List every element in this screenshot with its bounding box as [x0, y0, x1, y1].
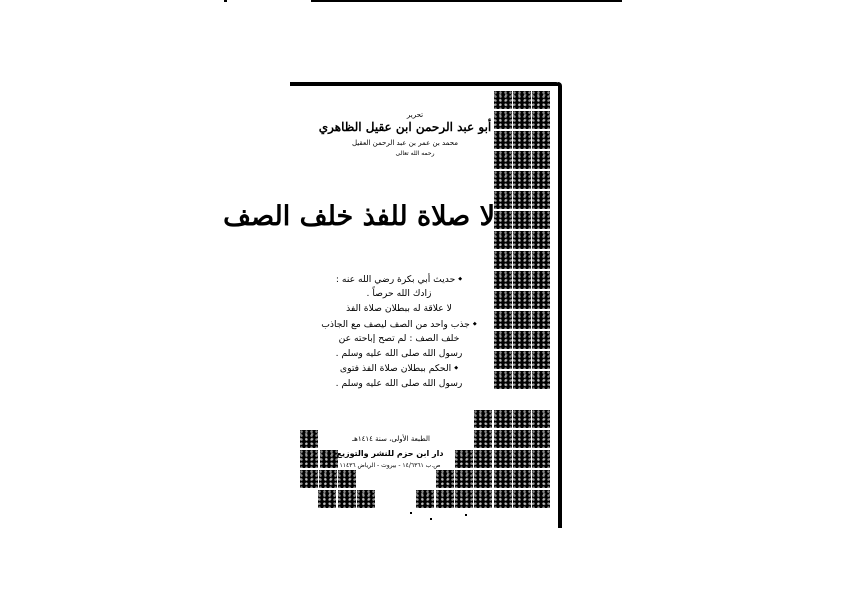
cover-border-right [558, 82, 562, 528]
mosaic-tile [532, 490, 550, 508]
author-label: تحرير [406, 111, 424, 119]
cover-border-top [290, 82, 560, 86]
author-full-name: محمد بن عمر بن عبد الرحمن العقيل [352, 139, 458, 147]
mosaic-tile [357, 490, 375, 508]
mosaic-tile [513, 311, 531, 329]
book-title: لا صلاة للفذ خلف الصف [223, 201, 495, 232]
mosaic-tile [494, 371, 512, 389]
mosaic-tile [494, 430, 512, 448]
mosaic-tile [494, 351, 512, 369]
mosaic-tile [494, 231, 512, 249]
mosaic-tile [532, 410, 550, 428]
mosaic-tile [300, 430, 318, 448]
mosaic-tile [474, 470, 492, 488]
mosaic-tile [532, 331, 550, 349]
mosaic-tile [532, 191, 550, 209]
mosaic-tile [513, 151, 531, 169]
mosaic-tile [455, 490, 473, 508]
mosaic-tile [532, 151, 550, 169]
book-cover [223, 82, 563, 528]
mosaic-tile [494, 151, 512, 169]
mosaic-tile [532, 371, 550, 389]
mosaic-tile [494, 291, 512, 309]
mosaic-tile [532, 231, 550, 249]
scan-speck [410, 512, 412, 514]
mosaic-tile [513, 91, 531, 109]
mosaic-tile [532, 470, 550, 488]
mosaic-tile [494, 331, 512, 349]
contents-line: خلف الصف : لم تصح إباحته عن [338, 332, 460, 344]
mosaic-tile [532, 351, 550, 369]
mosaic-tile [494, 271, 512, 289]
scan-edge-mark [224, 0, 227, 2]
contents-line: ◆ حديث أبي بكرة رضي الله عنه : [304, 272, 494, 287]
mosaic-tile [300, 470, 318, 488]
author-prayer: رحمه الله تعالى [395, 150, 435, 157]
author-name: أبو عبد الرحمن ابن عقيل الظاهري [318, 120, 492, 134]
mosaic-tile [532, 271, 550, 289]
mosaic-tile [494, 450, 512, 468]
mosaic-tile [532, 430, 550, 448]
mosaic-tile [532, 450, 550, 468]
mosaic-tile [513, 171, 531, 189]
mosaic-tile [513, 331, 531, 349]
contents-line: رسول الله صلى الله عليه وسلم . [335, 377, 463, 389]
mosaic-tile [474, 450, 492, 468]
mosaic-tile [532, 171, 550, 189]
mosaic-tile [494, 191, 512, 209]
contents-line: لا علاقة له ببطلان صلاة الفذ [346, 302, 452, 314]
publisher-name: دار ابن حزم للنشر والتوزيع [336, 449, 444, 458]
mosaic-tile [494, 410, 512, 428]
mosaic-tile [513, 450, 531, 468]
scan-speck [465, 514, 467, 516]
mosaic-tile [474, 490, 492, 508]
mosaic-tile [513, 351, 531, 369]
contents-line: زادك الله حرصاً . [366, 288, 432, 300]
mosaic-tile [494, 490, 512, 508]
mosaic-tile [532, 291, 550, 309]
contents-list [304, 272, 494, 391]
mosaic-tile [532, 91, 550, 109]
edition-note: الطبعة الأولى، سنة ١٤١٤هـ [352, 435, 430, 443]
contents-line: رسول الله صلى الله عليه وسلم . [335, 347, 463, 359]
mosaic-tile [532, 111, 550, 129]
mosaic-tile [494, 211, 512, 229]
mosaic-tile [513, 430, 531, 448]
mosaic-tile [513, 291, 531, 309]
mosaic-tile [494, 91, 512, 109]
mosaic-tile [436, 470, 454, 488]
contents-line: ◆ جذب واحد من الصف ليصف مع الجاذب [304, 317, 494, 332]
mosaic-tile [513, 131, 531, 149]
mosaic-tile [513, 111, 531, 129]
mosaic-tile [513, 490, 531, 508]
mosaic-tile [513, 271, 531, 289]
mosaic-tile [319, 470, 337, 488]
publisher-address: ص.ب ١٤/٦٣٦١ - بيروت - الرياض ١١٤٣٦ [339, 462, 441, 469]
mosaic-tile [455, 470, 473, 488]
mosaic-tile [436, 490, 454, 508]
mosaic-tile [513, 410, 531, 428]
mosaic-tile [494, 470, 512, 488]
mosaic-tile [513, 251, 531, 269]
mosaic-tile [532, 251, 550, 269]
mosaic-tile [338, 490, 356, 508]
mosaic-tile [513, 191, 531, 209]
mosaic-tile [532, 311, 550, 329]
scan-top-rule [311, 0, 622, 2]
mosaic-tile [318, 490, 336, 508]
mosaic-tile [338, 470, 356, 488]
mosaic-tile [416, 490, 434, 508]
mosaic-tile [513, 470, 531, 488]
mosaic-tile [513, 231, 531, 249]
mosaic-tile [474, 410, 492, 428]
mosaic-tile [300, 450, 318, 468]
scan-speck [430, 518, 432, 520]
mosaic-tile [494, 251, 512, 269]
mosaic-tile [494, 171, 512, 189]
mosaic-tile [494, 311, 512, 329]
contents-line: ◆ الحكم ببطلان صلاة الفذ فتوى [304, 361, 494, 376]
mosaic-tile [474, 430, 492, 448]
mosaic-tile [532, 131, 550, 149]
mosaic-tile [513, 211, 531, 229]
mosaic-tile [532, 211, 550, 229]
mosaic-tile [513, 371, 531, 389]
